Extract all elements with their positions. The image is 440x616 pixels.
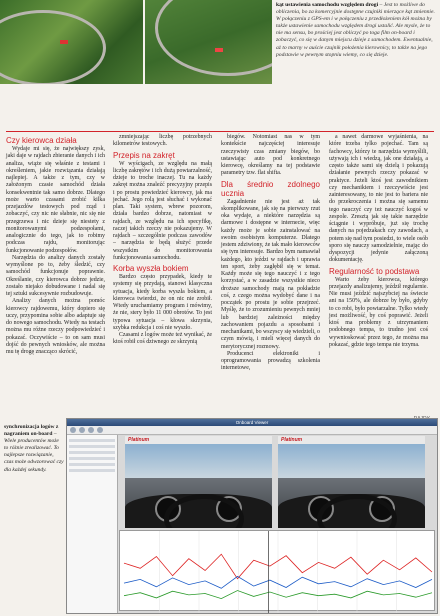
toolbar-button-icon[interactable] <box>70 427 76 433</box>
figure-caption-text: – Wiele producentów może to różnie zrealizować. To najlepsze rozwiązanie, czas może odwzorować czy dla każdej sekundy. <box>4 431 64 473</box>
paragraph: zmniejszając liczbę potrzebnych kilometrów testowych. <box>113 134 212 148</box>
paragraph: Warto żeby kierowca, którego przejazdy analizujemy, jeździł regularnie. Nie musi jeździć najszybciej na świecie ani na 150%, ale dobrze by było, gdyby to co robi, było powtarzalne. Tylko wtedy jest możliwość, by coś poprawić. Jeżeli ktoś ma problemy z utrzymaniem podobnego tempa, to trudno jest coś wywnioskować przez tego, że można ma pokazać, gdzie tego tempa nie trzyma. <box>329 276 428 348</box>
toolbar <box>67 426 437 435</box>
article-column-3 <box>221 134 320 373</box>
paragraph: Zagadnienie nie jest aż tak skomplikowane, jak się na pierwszy rzut oka wydaje, a niektóre narzędzia są darmowe i dostępne w internecie, więc każdy może je sobie zainstalować na swoim osobistym komputerze. Dlatego jestem zdziwiony, że tak mało kierowców się tym interesuje. Bardzo bym namawiał każdego, kto jeździ w rajdach i uprawia ten sport, żeby zagłębił się w temat. Każdy może się tego nauczyć i z tego korzystać, a w zasadzie wszystkie nieco droższe samochody mają na pokładzie coś, z czego można wydobyć dane i na początek po prostu je sobie przejrzeć. Myślę, że to zrozumieniu pewnych mniej lub bardziej zależności między zachowaniem pojazdu a sposobami i mechanikami, bo wszyscy się wiedzieli, o czym mówią, i mieli więcej danych do merytorycznej rozmowy. <box>221 198 320 350</box>
top-photo-caption <box>276 2 436 59</box>
section-heading: Czy kierowca działa <box>6 136 77 145</box>
video-header <box>278 436 425 444</box>
paragraph: Czasami z logów może też wynikać, że ktoś robił coś dziwnego ze skrzynią <box>113 332 212 346</box>
article-column-4 <box>329 134 428 349</box>
onboard-video-right[interactable] <box>278 436 425 528</box>
toolbar-button-icon[interactable] <box>97 427 103 433</box>
video-sky <box>125 444 272 478</box>
figure-caption-lead: synchronizacja logów z nagraniem on-board <box>4 424 59 438</box>
video-header <box>125 436 272 444</box>
section-divider <box>6 131 434 132</box>
paragraph: a nawet darmowe wyjaśnienia, na które trzeba tylko pojechać. Tam są fachowcy, którzy te narzędzia wymyślili, używają ich i wiedzą, jak one działają, a często także sami się dzielą i pokazują działanie pewnych rzeczy pokazać w praktyce. Jeżeli ktoś jest zawodnikiem czy mechanikiem i rzeczywiście jest zainteresowany, to nie jest to bariera nie do przekroczenia i można się samemu tego nauczyć czy też nauczyć kogoś w zespole. Zresztą jak się takie narzędzie ściągnie i wypróbuje, już się trochę danych na pojedzakach czy zawodach, a potem się nad tym posiedzi, to wiele osób sporo się nauczy samodzielnie, mając do dyspozycji jedynie załączoną dokumentację. <box>329 134 428 264</box>
panel-row[interactable] <box>69 439 115 442</box>
caption-lead: kąt ustawienia samochodu względem drogi <box>276 2 379 8</box>
left-panel <box>67 435 118 613</box>
paragraph: Analizy danych można pomóc kierowcy rajdowemu, który dopiero się uczy, przypomina sobie albo adaptuje się do nowego samochodu. Wtedy na testach można mu różne rzeczy podpowiedzieć i pokazać. Oczywiście – to on sam musi dojść do pewnych wniosków, ale można mu tę drogę znacząco skrócić, <box>6 298 105 355</box>
rally-car <box>215 48 223 52</box>
rally-track-photo-right <box>145 0 272 84</box>
panel-row[interactable] <box>69 463 115 466</box>
window-title: Onboard Viewer <box>67 419 437 426</box>
onboard-video-left[interactable] <box>125 436 272 528</box>
telemetry-graph[interactable] <box>119 530 435 611</box>
software-screenshot <box>66 418 438 614</box>
article-column-1 <box>6 134 105 356</box>
paragraph: Wydaje mi się, że największy zysk, jaki daje w rajdach zbieranie danych i ich analiza, wiąże się właśnie z testami i określeniem, jakie rozwiązania działają najlepiej. A także z tym, czy w założonym czasie samochód działa konsekwentnie tak samo dobrze. Dlatego może warto czasami zrobić kilka przejazdów testowych pod rząd i zobaczyć, czy nic nie słabnie, nic się nie przegrzewa i nic dzieje się niestety z monitorowanymi podzespołami, analogicznie do tego, jak to robimy podczas rajdu, monitorując funkcjonowanie podzespołów. <box>6 146 105 254</box>
track-curve <box>0 10 106 84</box>
toolbar-button-icon[interactable] <box>88 427 94 433</box>
paragraph: Producenci elektroniki i oprogramowania prowadzą szkolenia internetowe, <box>221 350 320 372</box>
section-heading: Dla średnio zdolnego ucznia <box>221 179 320 198</box>
video-sky <box>278 444 425 478</box>
rally-track-photo-left <box>0 0 143 84</box>
rally-car <box>60 40 68 44</box>
section-heading: Korba wyszła bokiem <box>113 264 189 273</box>
panel-row[interactable] <box>69 469 115 472</box>
panel-row[interactable] <box>69 451 115 454</box>
panel-row[interactable] <box>69 457 115 460</box>
paragraph: Narzędzia do analizy danych zostały wymyślone po to, żeby śledzić, czy samochód funkcjonuje poprawnie. Określanie, czy kierowca dobrze jedzie, zostało niejako dobudowane i nadal się tej sztuki sukcesywnie rozbudowuje. <box>6 254 105 297</box>
paragraph: W wyścigach, ze względu na małą liczbę zakrętów i ich dużą powtarzalność, dzieje to troche inaczej. Tu na każdy zakręt można znaleźć precyzyjny przepis i po prostu powiedzieć kierowcy, jak ma jechać. Jego rolą jest słuchać i wykonać plan. Taki system, wbrew pozorom, działa bardzo dobrze, natomiast w rajdach, ze względu na ich specyfikę, raczej takich rzeczy nie pokazujemy. W rajdach – szczególnie podczas zawodów – narzędzia te będą służyć przede wszystkim do monitorowania funkcjonowania samochodu. <box>113 160 212 261</box>
toolbar-button-icon[interactable] <box>79 427 85 433</box>
paragraph: Bardzo często przypadek, kiedy te systemy się przydają, stanowi klasyczna sytuacja, kiedy korba wyszła bokiem, a kierowca twierdzi, że on nic nie zrobił. Wtedy uruchamiamy program i mówimy, że nie, stery było 11 000 obrotów. To jest typowa sytuacja – kłowa skrzynia, szybka redukcja i coś nie wyszło. <box>113 274 212 331</box>
section-heading: Regularność to podstawa <box>329 266 420 276</box>
brand-logo: Platinum <box>281 437 303 443</box>
figure-caption <box>4 424 64 474</box>
track-curve <box>155 0 272 76</box>
article-column-2 <box>113 134 212 347</box>
telemetry-chart <box>120 531 436 613</box>
section-heading: Przepis na zakręt <box>113 150 175 160</box>
brand-logo: Platinum <box>128 437 150 443</box>
panel-row[interactable] <box>69 445 115 448</box>
paragraph: biegów. Notomiast nas w tym kontekście najczęściej interesuje rzeczywisty czas zmiany biegów, bo ustawiając auto pod konkretnego kierowcę, określamy na tej podstawie parametry tzw. flat shifta. <box>221 134 320 177</box>
caption-text: – Jest to możliwe do obliczenia, bo za komercyjnie dostępne czujniki mierzące kąt zmiennie. W połączeniu z GPS-em i w połączeniu z przedłożeniem kół można by także ustawienie samochodu względem drogi ustalić. Ale mysle, że to nie ma sensu, bo prościej jest obliczyć po toga film on-board i zobaczyć, co się w danym miejscu dzieje z samochodem. Ewentualnie, aż to marny w auście czujnik położenia kierownicy, to także na jego podstawie w pewnym stopniu wiemy, co się dzieje. <box>276 2 435 58</box>
